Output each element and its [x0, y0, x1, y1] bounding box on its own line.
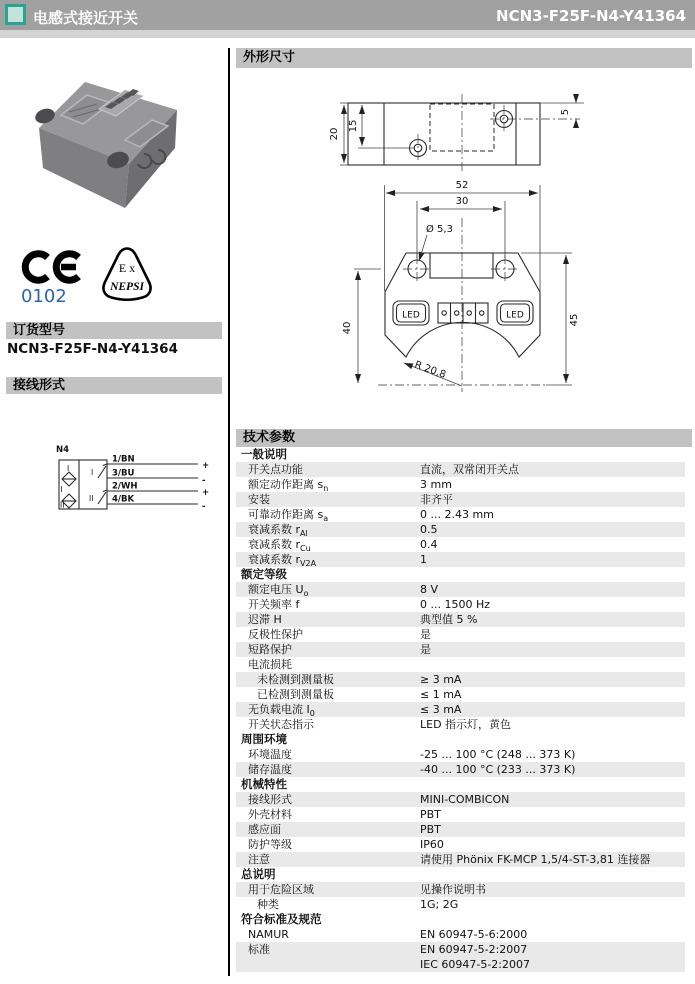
spec-label: 外壳材料	[248, 808, 292, 821]
page-title: 电感式接近开关	[33, 9, 139, 27]
product-photo	[25, 60, 191, 228]
spec-row	[236, 537, 685, 552]
spec-row	[236, 672, 685, 687]
spec-label: 开关频率 f	[248, 598, 300, 611]
spec-label: 可靠动作距离 $s_a$	[248, 508, 329, 524]
spec-label: 开关点功能	[248, 463, 303, 476]
spec-value: 是	[420, 628, 431, 641]
nepsi-ex-label: E x	[118, 261, 136, 275]
spec-value: 请使用 Phönix FK-MCP 1,5/4-ST-3,81 连接器	[420, 853, 651, 866]
spec-section-title: 符合标准及规范	[241, 912, 322, 926]
header-part-number: NCN3-F25F-N4-Y41364	[496, 7, 686, 25]
dim-hole-diameter: Ø 5,3	[426, 224, 453, 235]
spec-row	[236, 597, 685, 612]
spec-label: 环境温度	[248, 748, 292, 761]
spec-value: -25 ... 100 °C (248 ... 373 K)	[420, 748, 576, 761]
spec-row	[236, 522, 685, 537]
spec-row	[236, 717, 685, 732]
spec-label: 注意	[248, 853, 270, 866]
spec-row	[236, 507, 685, 522]
spec-value: LED 指示灯，黄色	[420, 718, 512, 731]
sensor-label-bottom: II	[60, 500, 65, 510]
wire-polarity-4: -	[202, 502, 206, 512]
spec-row	[236, 807, 685, 822]
spec-table	[236, 447, 685, 972]
section-wiring: 接线形式	[6, 377, 222, 394]
spec-label: 储存温度	[248, 763, 292, 776]
dim-top-offset: 5	[560, 108, 571, 116]
wire-label-1: 1/BN	[112, 454, 135, 465]
spec-label: NAMUR	[248, 928, 289, 941]
spec-row	[236, 927, 685, 942]
wire-polarity-2: -	[202, 476, 206, 486]
wire-polarity-3: +	[202, 488, 210, 498]
spec-row	[236, 792, 685, 807]
spec-label: 额定电压 $U_o$	[248, 583, 309, 599]
front-connector-recess	[430, 253, 493, 278]
spec-section-title: 总说明	[241, 867, 276, 881]
spec-value: 8 V	[420, 583, 439, 596]
spec-label: 标准	[248, 943, 270, 956]
spec-section-title: 额定等级	[241, 567, 287, 581]
switch-label-1: I	[91, 468, 94, 477]
spec-row	[236, 882, 685, 897]
spec-value: 3 mm	[420, 478, 452, 491]
wiring-model-label: N4	[56, 445, 70, 455]
spec-value: 非齐平	[420, 493, 453, 506]
brand-accent-icon	[5, 4, 26, 25]
spec-row	[236, 762, 685, 777]
dim-bottom-radius: R 20,8	[412, 359, 448, 381]
sensor-label-mid: I	[60, 485, 63, 494]
spec-row	[236, 897, 685, 912]
spec-row	[236, 627, 685, 642]
spec-row	[236, 492, 685, 507]
spec-value: ≤ 1 mA	[420, 688, 462, 701]
spec-value: 0.4	[420, 538, 438, 551]
spec-label: 已检测到测量板	[257, 688, 334, 701]
spec-value: ≥ 3 mA	[420, 673, 462, 686]
column-divider	[228, 48, 230, 976]
spec-section-title: 机械特性	[241, 777, 287, 791]
spec-value: ≤ 3 mA	[420, 703, 462, 716]
spec-row	[236, 687, 685, 702]
dimension-drawing	[236, 72, 692, 427]
dim-hole-depth: 15	[348, 119, 359, 133]
wiring-diagram	[26, 438, 211, 550]
sensor-label-top: I	[67, 464, 70, 473]
spec-label: 开关状态指示	[248, 718, 314, 731]
nepsi-mark	[98, 244, 156, 306]
spec-row	[236, 552, 685, 567]
section-dimensions: 外形尺寸	[236, 48, 692, 68]
spec-value: EN 60947-5-6:2000	[420, 928, 528, 941]
spec-row	[236, 942, 685, 972]
spec-value: 1G; 2G	[420, 898, 459, 911]
spec-value: EN 60947-5-2:2007 IEC 60947-5-2:2007	[420, 943, 530, 971]
spec-value: 0 ... 1500 Hz	[420, 598, 491, 611]
spec-label: 反极性保护	[248, 628, 303, 641]
spec-section-title: 一般说明	[241, 447, 287, 461]
dim-height-right: 45	[569, 313, 580, 327]
dim-height-left: 40	[342, 321, 353, 335]
wire-label-4: 4/BK	[112, 494, 135, 505]
led-label-left: LED	[402, 310, 420, 321]
dim-hole-spacing: 30	[455, 196, 469, 207]
spec-label: 衰减系数 $r_{V2A}$	[248, 553, 317, 569]
spec-value: PBT	[420, 808, 441, 821]
spec-row	[236, 582, 685, 597]
spec-row	[236, 477, 685, 492]
spec-value: 直流，双常闭开关点	[420, 463, 519, 476]
spec-value: 见操作说明书	[420, 883, 486, 896]
spec-label: 感应面	[248, 823, 281, 836]
spec-row	[236, 702, 685, 717]
spec-row	[236, 657, 685, 672]
spec-value: 是	[420, 643, 431, 656]
spec-label: 无负载电流 $I_0$	[248, 703, 315, 719]
spec-label: 衰减系数 $r_{Al}$	[248, 523, 308, 539]
spec-label: 迟滞 H	[248, 613, 282, 626]
dim-overall-width: 52	[455, 180, 469, 191]
ce-number: 0102	[21, 286, 67, 306]
spec-label: 衰减系数 $r_{Cu}$	[248, 538, 311, 554]
ce-letter-c	[25, 254, 47, 280]
spec-value: MINI-COMBICON	[420, 793, 510, 806]
spec-row	[236, 822, 685, 837]
spec-row	[236, 837, 685, 852]
spec-row	[236, 852, 685, 867]
spec-value: PBT	[420, 823, 441, 836]
spec-value: 0 ... 2.43 mm	[420, 508, 494, 521]
spec-label: 电流损耗	[248, 658, 292, 671]
spec-label: 接线形式	[248, 793, 292, 806]
header-strip	[0, 30, 695, 38]
spec-value: 典型值 5 %	[420, 613, 478, 626]
spec-label: 额定动作距离 $s_n$	[248, 478, 329, 494]
spec-value: -40 ... 100 °C (233 ... 373 K)	[420, 763, 576, 776]
order-code-value: NCN3-F25F-N4-Y41364	[7, 341, 178, 357]
side-view-outline	[348, 103, 540, 165]
spec-value	[420, 657, 685, 672]
wire-label-3: 2/WH	[112, 481, 138, 492]
wire-label-2: 3/BU	[112, 468, 135, 479]
spec-label: 种类	[257, 898, 279, 911]
spec-label: 未检测到测量板	[257, 673, 334, 686]
spec-label: 短路保护	[248, 643, 292, 656]
spec-row	[236, 642, 685, 657]
spec-section-title: 周围环境	[241, 732, 287, 746]
spec-label: 防护等级	[248, 838, 292, 851]
spec-value: IP60	[420, 838, 444, 851]
dim-overall-height: 20	[329, 127, 340, 141]
ce-mark	[20, 250, 96, 306]
led-label-right: LED	[506, 310, 524, 321]
wire-polarity-1: +	[202, 461, 210, 471]
spec-row	[236, 747, 685, 762]
spec-row	[236, 612, 685, 627]
spec-label: 安装	[248, 493, 270, 506]
switch-label-2: II	[89, 494, 94, 503]
title-bar	[0, 0, 695, 30]
spec-row	[236, 462, 685, 477]
section-specs: 技术参数	[236, 429, 692, 447]
spec-label: 用于危险区域	[248, 883, 314, 896]
nepsi-name-label: NEPSI	[110, 281, 144, 293]
spec-value: 0.5	[420, 523, 438, 536]
spec-value: 1	[420, 553, 427, 566]
section-order-code: 订货型号	[6, 322, 222, 339]
